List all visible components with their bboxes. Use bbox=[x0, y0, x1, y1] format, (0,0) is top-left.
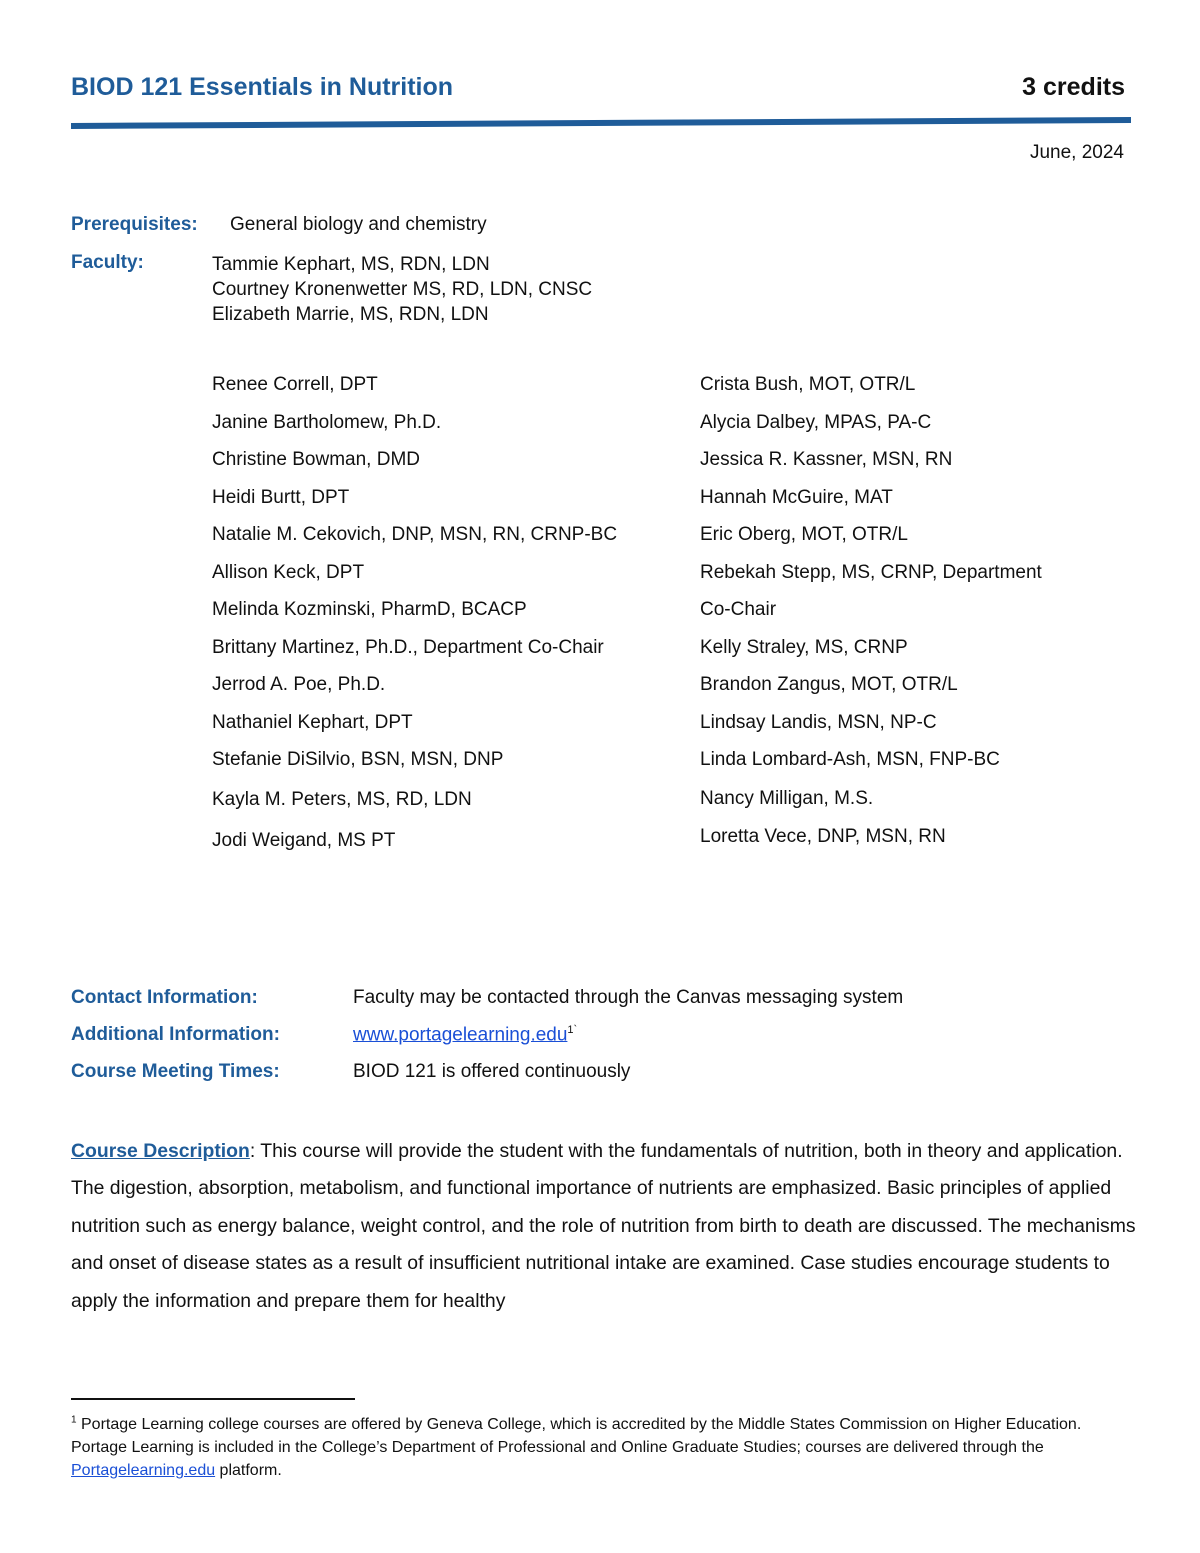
meeting-times-value: BIOD 121 is offered continuously bbox=[353, 1061, 631, 1082]
faculty-member: Rebekah Stepp, MS, CRNP, Department bbox=[700, 561, 1042, 583]
footnote-reference[interactable]: 1` bbox=[567, 1024, 578, 1036]
portage-website-link[interactable]: www.portagelearning.edu bbox=[353, 1024, 568, 1046]
faculty-member: Brandon Zangus, MOT, OTR/L bbox=[700, 674, 958, 695]
faculty-member: Co-Chair bbox=[700, 599, 777, 620]
faculty-member: Eric Oberg, MOT, OTR/L bbox=[700, 524, 908, 545]
course-description-text: : This course will provide the student with the fundamentals of nutrition, both in theory and application. The digestion, absorption, metabolism, and functional importance of nutrients are emphasized. Basic principles of applied nutrition such as energy balance, weight control, and the role of nutrition from birth to death are discussed. The mechanisms and onset of disease states as a result of insufficient nutritional intake are examined. Case studies encourage students to apply the information and prepare them for healthy bbox=[71, 1140, 1136, 1312]
faculty-member: Nancy Milligan, M.S. bbox=[700, 788, 874, 809]
faculty-member: Christine Bowman, DMD bbox=[212, 449, 420, 470]
course-credits: 3 credits bbox=[1022, 73, 1125, 101]
faculty-member: Crista Bush, MOT, OTR/L bbox=[700, 374, 916, 395]
portagelearning-link[interactable]: Portagelearning.edu bbox=[71, 1462, 216, 1479]
faculty-member: Renee Correll, DPT bbox=[212, 374, 378, 395]
faculty-member: Kelly Straley, MS, CRNP bbox=[700, 636, 908, 658]
faculty-member: Alycia Dalbey, MPAS, PA-C bbox=[700, 411, 932, 433]
faculty-member: Nathaniel Kephart, DPT bbox=[212, 711, 413, 733]
faculty-label: Faculty: bbox=[71, 252, 144, 273]
faculty-member: Lindsay Landis, MSN, NP-C bbox=[700, 711, 937, 733]
faculty-member: Natalie M. Cekovich, DNP, MSN, RN, CRNP-BC bbox=[212, 524, 618, 545]
course-description bbox=[71, 1133, 1141, 1320]
contact-label: Contact Information: bbox=[71, 987, 258, 1008]
faculty-member: Brittany Martinez, Ph.D., Department Co-Chair bbox=[212, 636, 604, 658]
faculty-right-column bbox=[700, 374, 1042, 863]
faculty-member: Janine Bartholomew, Ph.D. bbox=[212, 411, 442, 433]
faculty-member: Linda Lombard-Ash, MSN, FNP-BC bbox=[700, 749, 1000, 770]
additional-info-value bbox=[353, 1024, 577, 1046]
document-date: June, 2024 bbox=[1029, 142, 1124, 163]
footnote-marker: 1 bbox=[71, 1414, 77, 1426]
prerequisites-value: General biology and chemistry bbox=[230, 214, 487, 235]
faculty-left-column bbox=[212, 374, 617, 868]
course-description-heading: Course Description bbox=[71, 1140, 250, 1162]
footnote-text-before: Portage Learning college courses are offered by Geneva College, which is accredited by the Middle States Commission on Higher Education. Portage Learning is included in the College’s Department of Professional and Online Graduate Studies; courses are delivered through the bbox=[71, 1416, 1082, 1456]
faculty-primary-item: Courtney Kronenwetter MS, RD, LDN, CNSC bbox=[212, 279, 593, 300]
faculty-member: Loretta Vece, DNP, MSN, RN bbox=[700, 825, 946, 847]
faculty-member: Hannah McGuire, MAT bbox=[700, 486, 893, 508]
footnote-text-after: platform. bbox=[215, 1462, 282, 1479]
footnote-divider bbox=[71, 1398, 355, 1400]
faculty-primary-list bbox=[212, 252, 592, 327]
faculty-member: Heidi Burtt, DPT bbox=[212, 486, 350, 508]
faculty-primary-item: Tammie Kephart, MS, RDN, LDN bbox=[212, 254, 490, 275]
faculty-member: Kayla M. Peters, MS, RD, LDN bbox=[212, 789, 472, 810]
faculty-member: Allison Keck, DPT bbox=[212, 561, 365, 583]
header-rule bbox=[71, 117, 1131, 129]
prerequisites-label: Prerequisites: bbox=[71, 214, 198, 235]
faculty-member: Jessica R. Kassner, MSN, RN bbox=[700, 449, 953, 470]
course-title: BIOD 121 Essentials in Nutrition bbox=[71, 73, 454, 101]
faculty-member: Jerrod A. Poe, Ph.D. bbox=[212, 674, 386, 695]
faculty-member: Melinda Kozminski, PharmD, BCACP bbox=[212, 599, 527, 620]
contact-value: Faculty may be contacted through the Canvas messaging system bbox=[353, 987, 904, 1008]
additional-info-label: Additional Information: bbox=[71, 1024, 280, 1045]
faculty-primary-item: Elizabeth Marrie, MS, RDN, LDN bbox=[212, 304, 489, 325]
faculty-member: Stefanie DiSilvio, BSN, MSN, DNP bbox=[212, 749, 504, 770]
faculty-member: Jodi Weigand, MS PT bbox=[212, 830, 396, 851]
footnote bbox=[71, 1413, 1141, 1482]
meeting-times-label: Course Meeting Times: bbox=[71, 1061, 280, 1082]
